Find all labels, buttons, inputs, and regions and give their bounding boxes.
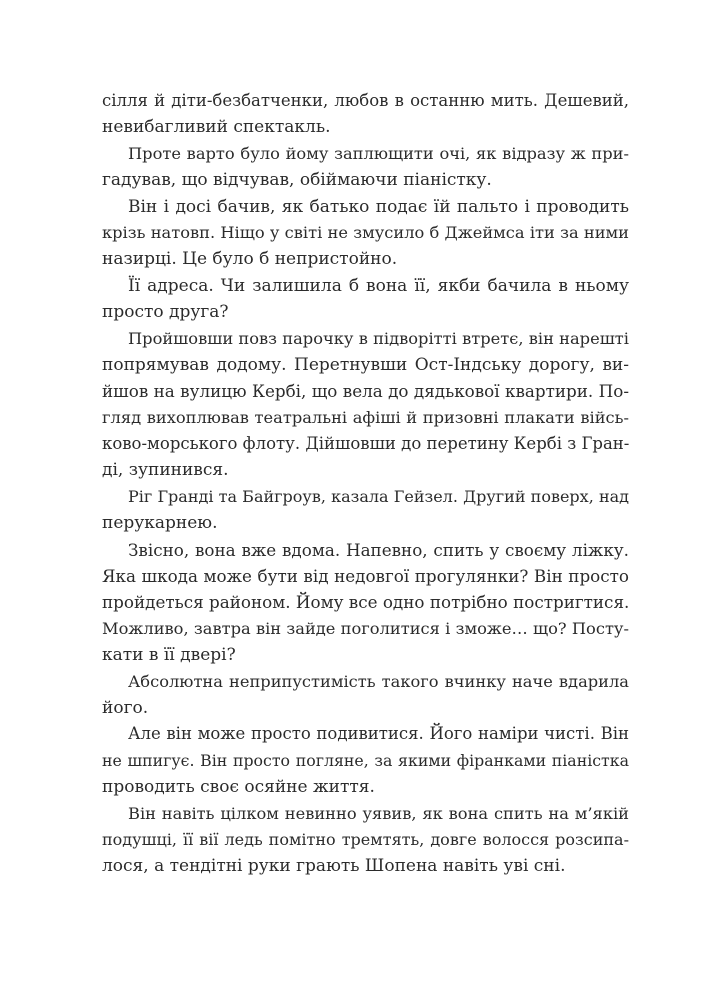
text-line: перукарнею.: [102, 513, 218, 534]
text-line: невибагливий спектакль.: [102, 117, 331, 138]
text-line: Він навіть цілком невинно уявив, як вона спить на м’якій: [128, 803, 629, 823]
body-text: [102, 88, 629, 880]
paragraph: [102, 141, 629, 194]
paragraph: [102, 484, 629, 537]
text-line: не шпигує. Він просто погляне, за якими фіранками піаністка: [102, 750, 629, 770]
text-line: Її адреса. Чи залишила б вона її, якби бачила в ньому: [128, 275, 629, 296]
text-line: ково-морського флоту. Дійшовши до перетину Кербі з Гран-: [102, 434, 630, 454]
text-line: подушці, її вії ледь помітно тремтять, довге волосся розсипа-: [102, 829, 629, 849]
text-line: Проте варто було йому заплющити очі, як відразу ж при-: [128, 143, 629, 163]
text-line: йшов на вулицю Кербі, що вела до дядькової квартири. По-: [102, 381, 629, 402]
text-line: його.: [102, 697, 149, 718]
text-line: сілля й діти-безбатченки, любов в останню мить. Дешевий,: [102, 91, 629, 110]
paragraph: [102, 801, 629, 880]
paragraph: [102, 326, 629, 484]
text-line: гляд вихоплював театральні афіші й призовні плакати війсь-: [102, 407, 629, 427]
text-line: гадував, що відчував, обіймаючи піаністку.: [102, 170, 492, 191]
text-line: Пройшовши повз парочку в підворітті втретє, він нарешті: [128, 328, 629, 348]
text-line: Абсолютна неприпустимість такого вчинку наче вдарила: [128, 671, 629, 691]
text-line: просто друга?: [102, 302, 229, 323]
text-line: назирці. Це було б непристойно.: [102, 249, 398, 270]
text-line: попрямував додому. Перетнувши Ост-Індську дорогу, ви-: [102, 354, 629, 375]
text-line: Можливо, завтра він зайде поголитися і зможе… що? Посту-: [102, 618, 629, 638]
paragraph: [102, 273, 629, 326]
text-line: Він і досі бачив, як батько подає їй пальто і проводить: [128, 196, 629, 217]
paragraph: [102, 88, 629, 141]
paragraph: [102, 721, 629, 800]
text-line: Ріг Гранді та Байгроув, казала Гейзел. Другий поверх, над: [128, 486, 629, 506]
text-line: пройдеться районом. Йому все одно потрібно постригтися.: [102, 592, 630, 613]
text-line: Звісно, вона вже вдома. Напевно, спить у своєму ліжку.: [128, 539, 629, 560]
paragraph: [102, 669, 629, 722]
text-line: кати в її двері?: [102, 645, 236, 666]
text-line: Але він може просто подивитися. Його наміри чисті. Він: [128, 724, 629, 744]
text-line: проводить своє осяйне життя.: [102, 777, 375, 798]
paragraph: [102, 537, 629, 669]
paragraph: [102, 194, 629, 273]
text-line: Яка шкода може бути від недовгої прогулянки? Він просто: [102, 566, 629, 587]
text-line: лося, а тендітні руки грають Шопена навіть уві сні.: [102, 856, 566, 877]
text-line: ді, зупинився.: [102, 460, 229, 481]
text-line: крізь натовп. Ніщо у світі не змусило б Джеймса іти за ними: [102, 222, 629, 242]
